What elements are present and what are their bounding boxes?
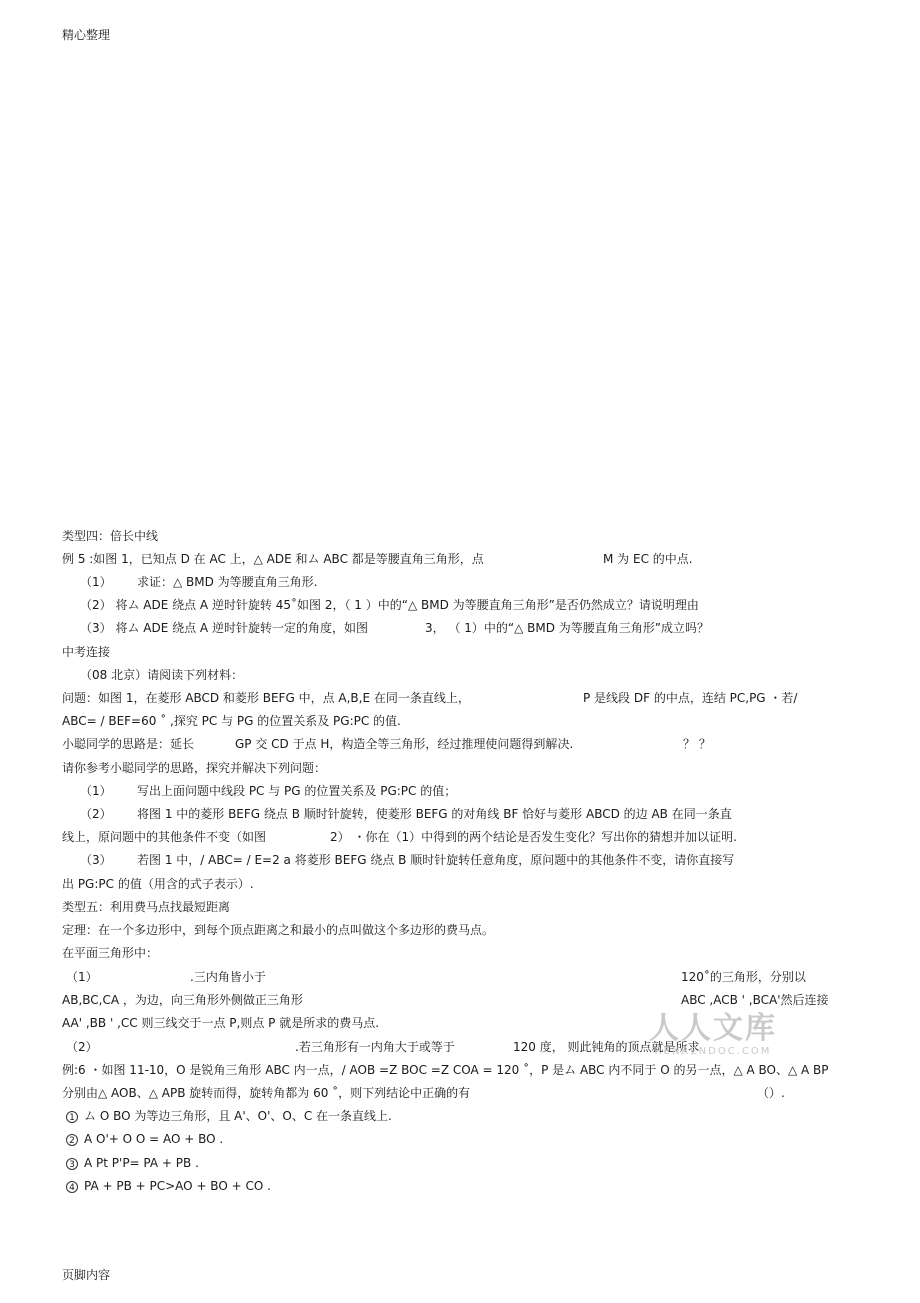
paragraph: 在平面三角形中： — [62, 946, 159, 960]
answer-blank: （）. — [757, 1086, 785, 1100]
example5-text-end: M 为 EC 的中点. — [603, 552, 693, 566]
circled-number: 3 — [66, 1158, 78, 1170]
item-number: （1） — [80, 784, 112, 798]
problem-text: 问题：如图 1，在菱形 ABCD 和菱形 BEFG 中，点 A,B,E 在同一条直线上， — [62, 691, 470, 705]
option-text: PA + PB + PC>AO + BO + CO . — [84, 1179, 271, 1193]
option-4 — [66, 1178, 271, 1194]
watermark-text: 人人文库 — [649, 1011, 777, 1046]
paragraph: 小聪同学的思路是：延长 — [62, 737, 195, 751]
item-text: AA' ,BB ' ,CC 则三线交于一点 P,则点 P 就是所求的费马点. — [62, 1016, 380, 1030]
item-number: （3） — [80, 853, 112, 867]
circled-number: 4 — [66, 1181, 78, 1193]
item-number: （2） — [80, 807, 112, 821]
circled-number: 1 — [66, 1111, 78, 1123]
paragraph: （08 北京）请阅读下列材料： — [80, 668, 244, 682]
item-text: 求证：△ BMD 为等腰直角三角形. — [137, 575, 318, 589]
item-text-end: 120˚的三角形，分别以 — [681, 970, 806, 984]
problem-text-end: P 是线段 DF 的中点，连结 PC,PG ・若/ — [583, 691, 798, 705]
option-text: A O'+ O O = AO + BO . — [84, 1132, 224, 1146]
page-footer: 页脚内容 — [62, 1268, 111, 1282]
item-text: （3） 将ム ADE 绕点 A 逆时针旋转一定的角度，如图 — [80, 621, 368, 635]
section-title-type4: 类型四：倍长中线 — [62, 529, 159, 543]
item-text-end: 3， （ 1）中的“△ BMD 为等腰直角三角形”成立吗？ — [425, 621, 710, 635]
item-text: （2） 将ム ADE 绕点 A 逆时针旋转 45˚如图 2，（ 1 ）中的“△ BMD 为等腰直角三角形”是否仍然成立？请说明理由 — [80, 598, 699, 612]
option-2 — [66, 1131, 223, 1147]
item-text: 出 PG:PC 的值（用含的式子表示）. — [62, 877, 254, 891]
item-text-end: ABC ,ACB ' ,BCA'然后连接 — [681, 993, 829, 1007]
option-text: ム O BO 为等边三角形，且 A'、O'、O、C 在一条直线上. — [84, 1109, 392, 1123]
item-text: 写出上面问题中线段 PC 与 PG 的位置关系及 PG:PC 的值； — [137, 784, 457, 798]
item-text: 将图 1 中的菱形 BEFG 绕点 B 顺时针旋转，使菱形 BEFG 的对角线 BF 恰好与菱形 ABCD 的边 AB 在同一条直 — [137, 807, 732, 821]
section-title-type5: 类型五：利用费马点找最短距离 — [62, 900, 231, 914]
option-3 — [66, 1155, 199, 1171]
option-1 — [66, 1108, 392, 1124]
circled-number: 2 — [66, 1134, 78, 1146]
example6-text: 分别由△ AOB、△ APB 旋转而得，旋转角都为 60 ˚，则下列结论中正确的有 — [62, 1086, 471, 1100]
paragraph: GP 交 CD 于点 H，构造全等三角形，经过推理使问题得到解决. — [235, 737, 574, 751]
item-number: （1） — [66, 970, 98, 984]
section-heading: 中考连接 — [62, 645, 111, 659]
paragraph-marks: ？ ？ — [683, 737, 711, 751]
watermark-logo — [648, 1012, 778, 1058]
page-header: 精心整理 — [62, 28, 111, 42]
problem-text: ABC= / BEF=60 ˚ ,探究 PC 与 PG 的位置关系及 PG:PC 的值. — [62, 714, 401, 728]
item-text: .若三角形有一内角大于或等于 — [295, 1040, 455, 1054]
theorem-text: 定理：在一个多边形中，到每个顶点距离之和最小的点叫做这个多边形的费马点。 — [62, 923, 495, 937]
item-text-end: 2） ・你在（1）中得到的两个结论是否发生变化？写出你的猜想并加以证明. — [330, 830, 737, 844]
item-text-end: 120 度， 则此钝角的顶点就是所求 — [513, 1040, 700, 1054]
watermark-subtext: RENRENDOC.COM — [654, 1046, 772, 1057]
item-text: 线上，原问题中的其他条件不变（如图 — [62, 830, 267, 844]
paragraph: 请你参考小聪同学的思路，探究并解决下列问题： — [62, 761, 327, 775]
item-number: （2） — [66, 1040, 98, 1054]
option-text: A Pt P'P= PA + PB . — [84, 1156, 199, 1170]
item-number: （1） — [80, 575, 112, 589]
example5-text: 例 5 :如图 1，已知点 D 在 AC 上，△ ADE 和ム ABC 都是等腰直角三角形，点 — [62, 552, 484, 566]
item-text: .三内角皆小于 — [190, 970, 266, 984]
example6-text: 例:6 ・如图 11-10，O 是锐角三角形 ABC 内一点，/ AOB =Z BOC =Z COA = 120 ˚，P 是ム ABC 内不同于 O 的另一点，△ A BO、△ A BP — [62, 1063, 829, 1077]
item-text: AB,BC,CA ，为边，向三角形外侧做正三角形 — [62, 993, 303, 1007]
item-text: 若图 1 中，/ ABC= / E=2 a 将菱形 BEFG 绕点 B 顺时针旋转任意角度，原问题中的其他条件不变，请你直接写 — [137, 853, 735, 867]
